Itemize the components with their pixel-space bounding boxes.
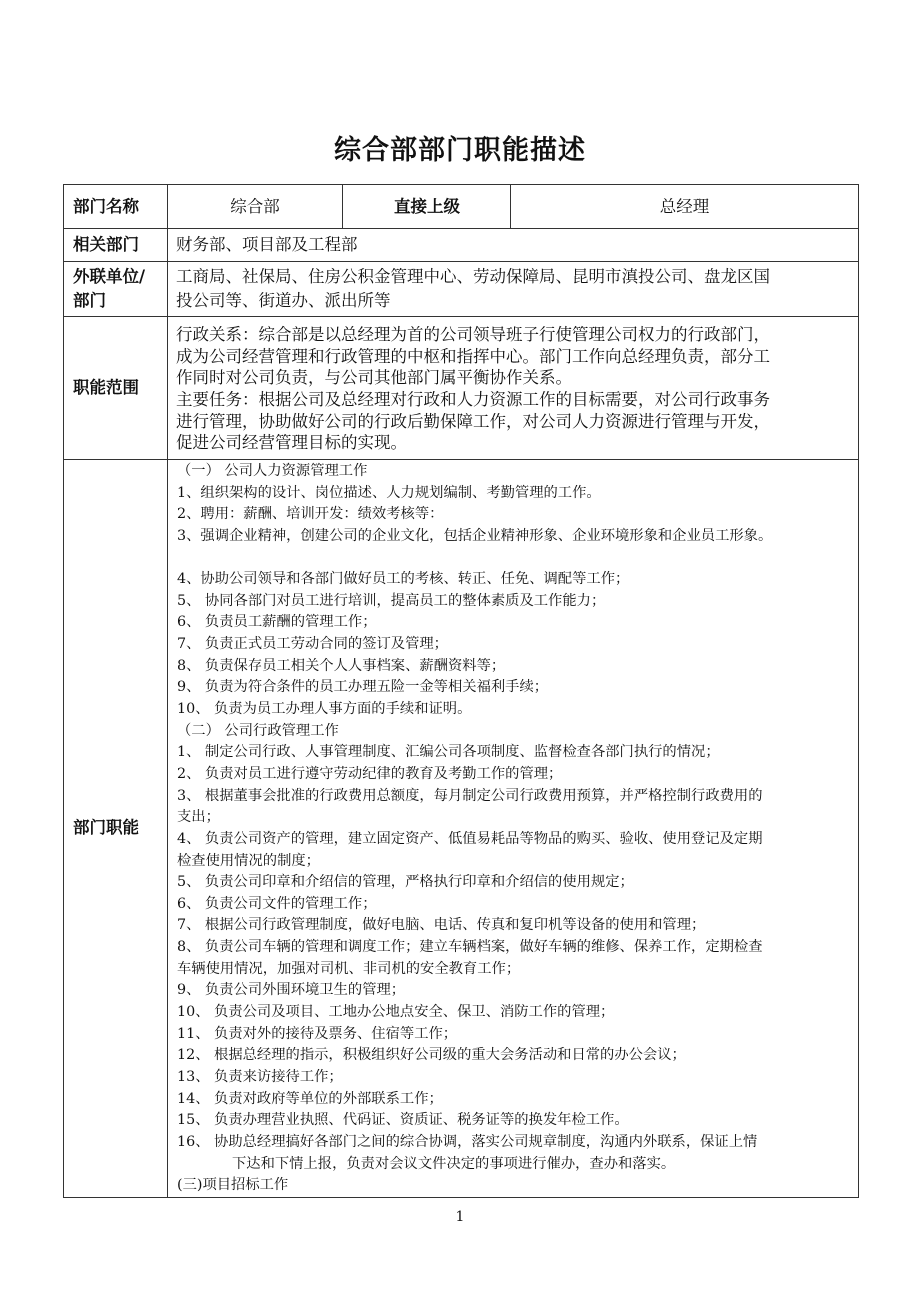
text-line: 1、组织架构的设计、岗位描述、人力规划编制、考勤管理的工作。 <box>177 484 601 501</box>
text-line: 4、协助公司领导和各部门做好员工的考核、转正、任免、调配等工作； <box>177 571 630 588</box>
text-line: 6、 负责员工薪酬的管理工作； <box>177 614 377 631</box>
page-title: 综合部部门职能描述 <box>334 135 586 166</box>
text-line: 支出； <box>177 809 220 826</box>
table-row <box>64 460 859 1198</box>
text-line <box>177 548 850 570</box>
text-line: 9、 负责为符合条件的员工办理五险一金等相关福利手续； <box>177 679 549 696</box>
text-line: 1、 制定公司行政、人事管理制度、汇编公司各项制度、监督检查各部门执行的情况； <box>177 744 720 761</box>
functions-label: 部门职能 <box>64 460 168 1198</box>
text-line: (三)项目招标工作 <box>177 1177 289 1194</box>
scope-label: 职能范围 <box>64 317 168 460</box>
text-line: 2、聘用：薪酬、培训开发：绩效考核等： <box>177 506 444 523</box>
scope-value <box>168 317 859 460</box>
text-line: 10、 负责为员工办理人事方面的手续和证明。 <box>177 701 472 718</box>
text-line: 7、 负责正式员工劳动合同的签订及管理； <box>177 636 448 653</box>
department-function-table <box>63 184 859 1198</box>
text-line: 检查使用情况的制度； <box>177 852 320 869</box>
table-row <box>64 229 859 262</box>
superior-label: 直接上级 <box>343 185 511 229</box>
table-row <box>64 317 859 460</box>
dept-name-label: 部门名称 <box>64 185 168 229</box>
text-line: （二） 公司行政管理工作 <box>177 722 339 739</box>
text-line: 11、 负责对外的接待及票务、住宿等工作； <box>177 1025 458 1042</box>
text-line: 8、 负责公司车辆的管理和调度工作；建立车辆档案，做好车辆的维修、保养工作，定期检查 <box>177 939 763 956</box>
text-line: 14、 负责对政府等单位的外部联系工作； <box>177 1090 443 1107</box>
table-row <box>64 262 859 317</box>
text-line: 12、 根据总经理的指示，积极组织好公司级的重大会务活动和日常的办公会议； <box>177 1047 686 1064</box>
text-line: 车辆使用情况，加强对司机、非司机的安全教育工作； <box>177 960 521 977</box>
text-line: 13、 负责来访接待工作； <box>177 1068 343 1085</box>
text-line: 4、 负责公司资产的管理，建立固定资产、低值易耗品等物品的购买、验收、使用登记及定期 <box>177 830 763 847</box>
text-line: 6、 负责公司文件的管理工作； <box>177 895 377 912</box>
text-line: 10、 负责公司及项目、工地办公地点安全、保卫、消防工作的管理； <box>177 1004 615 1021</box>
superior-value: 总经理 <box>511 185 859 229</box>
text-line: 成为公司经营管理和行政管理的中枢和指挥中心。部门工作向总经理负责，部分工 <box>176 346 770 366</box>
external-units-value <box>168 262 859 317</box>
text-line: 行政关系：综合部是以总经理为首的公司领导班子行使管理公司权力的行政部门， <box>176 325 770 345</box>
external-units-label: 外联单位/部门 <box>64 262 168 317</box>
text-line: 3、 根据董事会批准的行政费用总额度，每月制定公司行政费用预算，并严格控制行政费用的 <box>177 787 763 804</box>
text-line: 主要任务：根据公司及总经理对行政和人力资源工作的目标需要，对公司行政事务 <box>176 390 770 409</box>
table-row <box>64 185 859 229</box>
text-line: 8、 负责保存员工相关个人人事档案、薪酬资料等； <box>177 657 506 674</box>
text-line: 5、 协同各部门对员工进行培训，提高员工的整体素质及工作能力； <box>177 592 606 609</box>
text-line: 进行管理，协助做好公司的行政后勤保障工作，对公司人力资源进行管理与开发， <box>176 411 770 431</box>
text-line: 15、 负责办理营业执照、代码证、资质证、税务证等的换发年检工作。 <box>177 1112 629 1129</box>
functions-value <box>168 460 859 1198</box>
text-line: 9、 负责公司外围环境卫生的管理； <box>177 982 406 999</box>
text-line: 3、强调企业精神，创建公司的企业文化，包括企业精神形象、企业环境形象和企业员工形象。 <box>177 527 773 544</box>
text-line: 工商局、社保局、住房公积金管理中心、劳动保障局、昆明市滇投公司、盘龙区国 <box>176 267 770 286</box>
text-line: 下达和下情上报，负责对会议文件决定的事项进行催办，查办和落实。 <box>232 1155 676 1172</box>
dept-name-value: 综合部 <box>168 185 343 229</box>
page-number: 1 <box>455 1209 465 1225</box>
text-line: （一） 公司人力资源管理工作 <box>177 463 368 479</box>
text-line: 16、 协助总经理搞好各部门之间的综合协调，落实公司规章制度，沟通内外联系，保证上情 <box>177 1133 758 1150</box>
text-line: 7、 根据公司行政管理制度，做好电脑、电话、传真和复印机等设备的使用和管理； <box>177 917 706 934</box>
related-dept-label: 相关部门 <box>64 229 168 262</box>
text-line: 5、 负责公司印章和介绍信的管理，严格执行印章和介绍信的使用规定； <box>177 874 634 891</box>
text-line: 作同时对公司负责，与公司其他部门属平衡协作关系。 <box>176 368 572 388</box>
text-line: 促进公司经营管理目标的实现。 <box>176 433 407 453</box>
text-line: 投公司等、街道办、派出所等 <box>176 291 391 310</box>
text-line: 2、 负责对员工进行遵守劳动纪律的教育及考勤工作的管理； <box>177 765 563 782</box>
related-dept-value: 财务部、项目部及工程部 <box>168 229 859 262</box>
